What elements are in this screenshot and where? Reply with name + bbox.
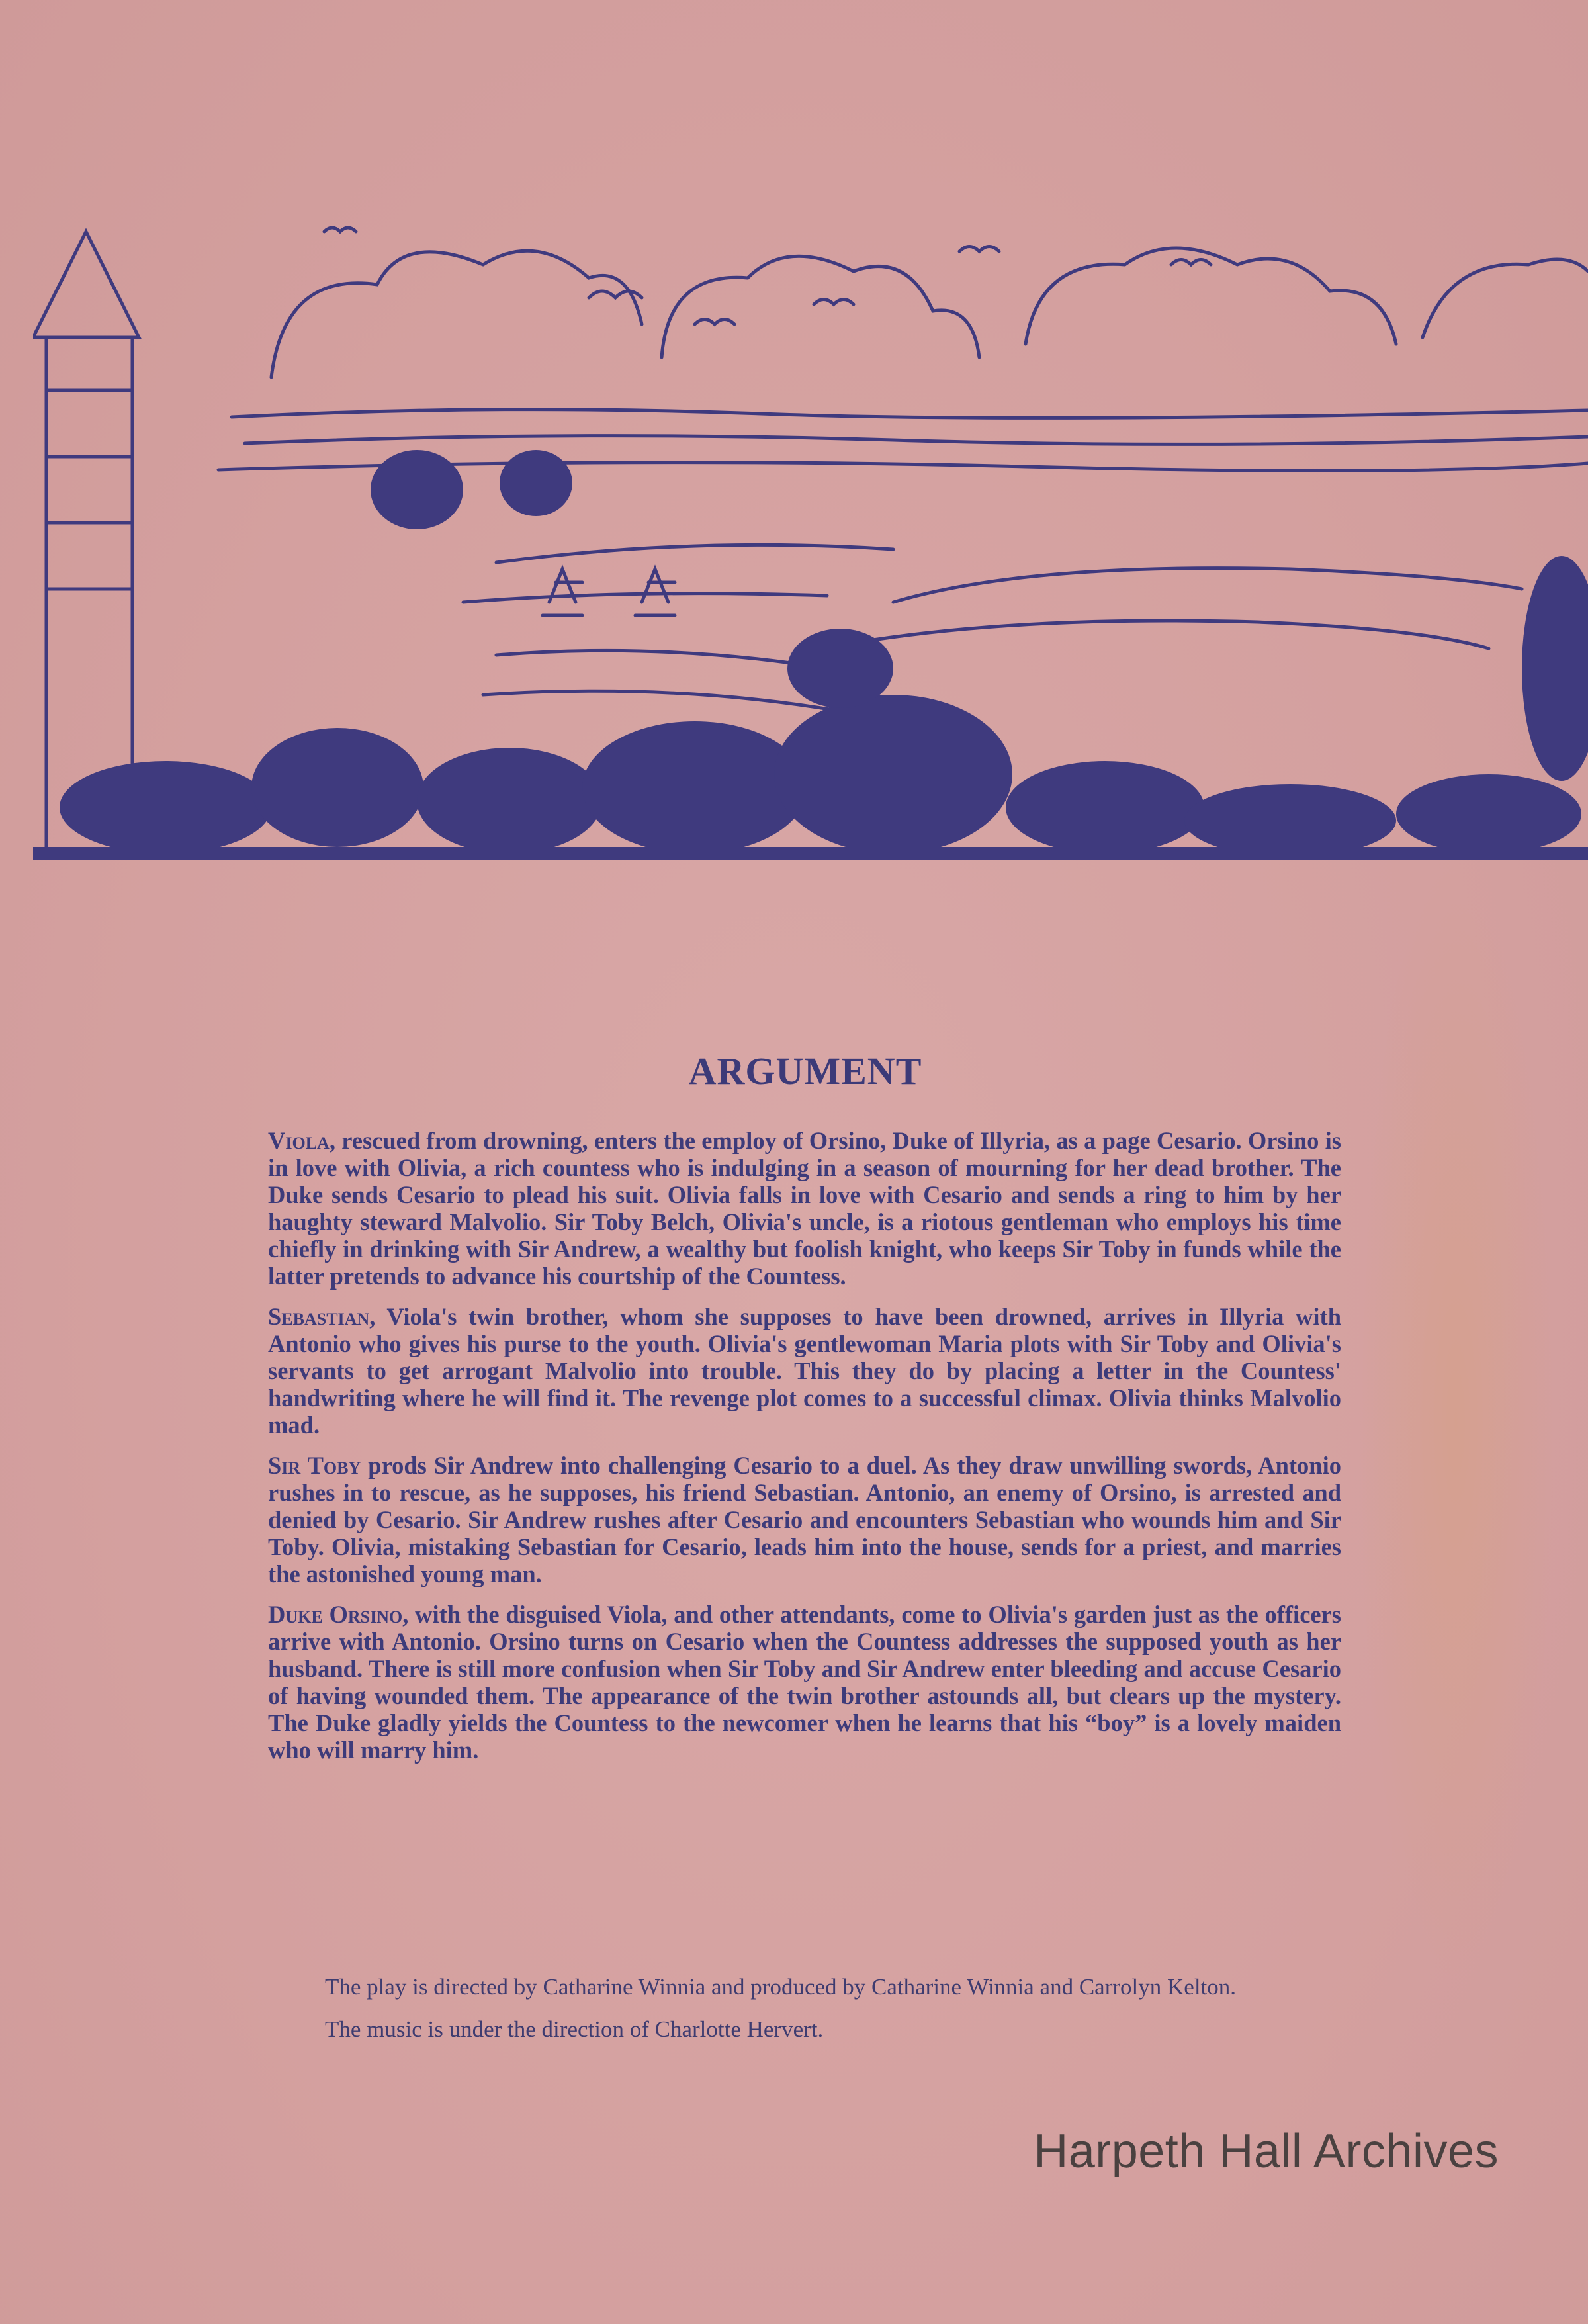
credit-line: The play is directed by Catharine Winnia and produced by Catharine Winnia and Carrolyn Kelton.: [325, 1974, 1237, 2000]
paragraph-text: prods Sir Andrew into challenging Cesario to a duel. As they draw unwilling swords, Antonio rushes in to rescue, as he supposes, his friend Sebastian. Antonio, an enemy of Orsino, is arrested and denied by Cesario. Sir Andrew rushes after Cesario and encounters Sebastian who wounds him and Sir Toby. Olivia, mistaking Sebastian for Cesario, leads him into the house, sends for a priest, and marries the astonished young man.: [268, 1452, 1342, 1587]
argument-paragraph: [268, 1127, 1341, 1290]
page-title: ARGUMENT: [688, 1050, 922, 1093]
paragraph-lead: Viola,: [268, 1127, 335, 1154]
argument-paragraph: [268, 1601, 1341, 1764]
argument-paragraph: [268, 1303, 1341, 1439]
pastoral-landscape-illustration: [33, 192, 1588, 860]
credit-line: The music is under the direction of Charlotte Hervert.: [325, 2016, 824, 2042]
paragraph-lead: Sir Toby: [268, 1452, 361, 1479]
paragraph-text: Viola's twin brother, whom she supposes to have been drowned, arrives in Illyria with Antonio who gives his purse to the youth. Olivia's gentlewoman Maria plots with Sir Toby and Olivia's servants to get arrogant Malvolio into trouble. This they do by placing a letter in the Countess' handwriting where he will find it. The revenge plot comes to a successful climax. Olivia thinks Malvolio mad.: [268, 1303, 1341, 1439]
paper-stain: [1356, 860, 1555, 1985]
paragraph-text: rescued from drowning, enters the employ of Orsino, Duke of Illyria, as a page Cesario. Orsino is in love with Olivia, a rich countess who is indulging in a season of mourning for her dead brother. The Duke sends Cesario to plead his suit. Olivia falls in love with Cesario and sends a ring to him by her haughty steward Malvolio. Sir Toby Belch, Olivia's uncle, is a riotous gentleman who employs his time chiefly in drinking with Sir Andrew, a wealthy but foolish knight, who keeps Sir Toby in funds while the latter pretends to advance his courtship of the Countess.: [268, 1127, 1341, 1290]
landscape-drawing: [33, 192, 1588, 860]
argument-body: [268, 1127, 1341, 1777]
argument-paragraph: [268, 1452, 1341, 1587]
archive-watermark: Harpeth Hall Archives: [1034, 2125, 1499, 2178]
paragraph-text: with the disguised Viola, and other attendants, come to Olivia's garden just as the officers arrive with Antonio. Orsino turns on Cesario when the Countess addresses the supposed youth as her husband. There is still more confusion when Sir Toby and Sir Andrew enter bleeding and accuse Cesario of having wounded them. The appearance of the twin brother astounds all, but clears up the mystery. The Duke gladly yields the Countess to the newcomer when he learns that his “boy” is a lovely maiden who will marry him.: [268, 1601, 1341, 1764]
credits: [268, 1973, 1327, 2058]
paragraph-lead: Sebastian,: [268, 1303, 376, 1330]
paragraph-lead: Duke Orsino,: [268, 1601, 409, 1628]
